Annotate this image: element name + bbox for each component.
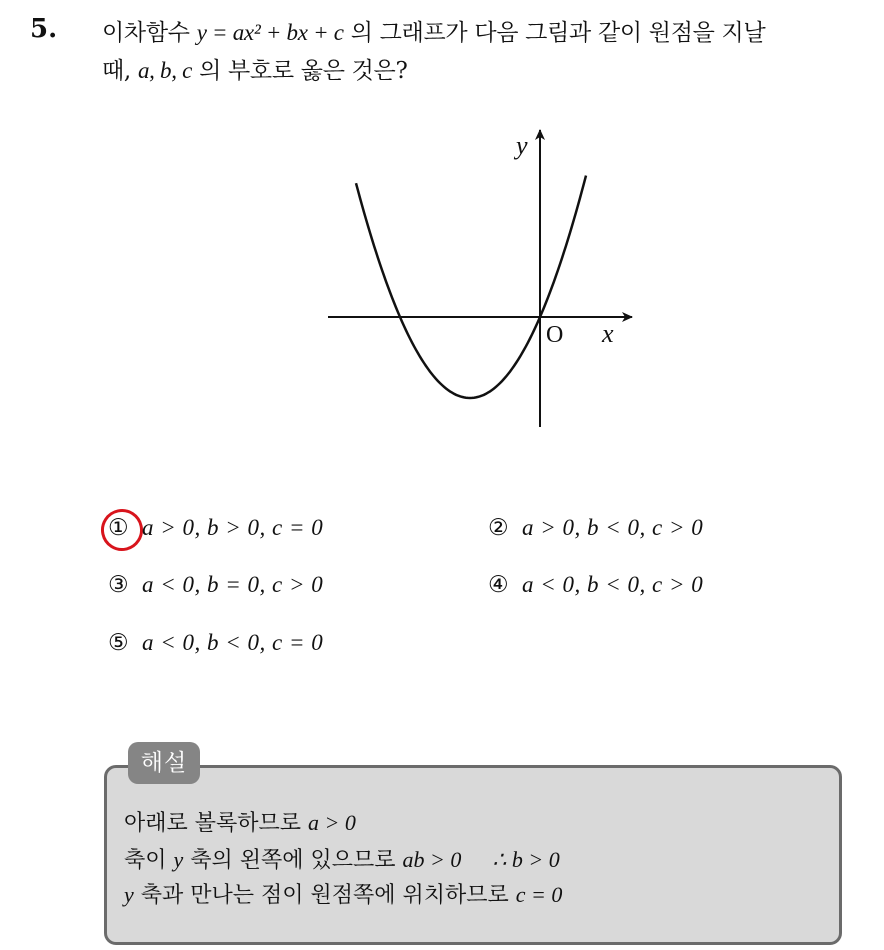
y-axis-label: y	[516, 131, 528, 160]
choice-1[interactable]	[108, 515, 323, 541]
question-line2: 때, a, b, c 의 부호로 옳은 것은?	[102, 58, 408, 84]
solution-line-1: 아래로 볼록하므로 a > 0	[124, 810, 356, 836]
choice-5[interactable]	[108, 630, 323, 656]
equation: y = ax² + bx + c	[196, 20, 344, 45]
parabola-graph	[320, 122, 640, 432]
solution-line-2: 축이 y 축의 왼쪽에 있으므로 ab > 0 ∴ b > 0	[124, 847, 560, 873]
question-number: 5.	[30, 14, 58, 44]
solution-tag: 해설	[128, 742, 200, 784]
choice-2-text: a > 0, b < 0, c > 0	[522, 515, 704, 540]
question-text	[102, 14, 872, 90]
solution-line-3: y 축과 만나는 점이 원점쪽에 위치하므로 c = 0	[124, 882, 563, 908]
parabola-curve	[356, 176, 586, 398]
choice-3-label: ③	[108, 572, 129, 598]
x-axis-label: x	[602, 319, 614, 348]
choice-3[interactable]	[108, 572, 323, 598]
choice-5-text: a < 0, b < 0, c = 0	[142, 630, 324, 655]
choice-2[interactable]	[488, 515, 703, 541]
choice-5-label: ⑤	[108, 630, 129, 656]
origin-label: O	[546, 322, 564, 348]
choice-2-label: ②	[488, 515, 509, 541]
choice-4-text: a < 0, b < 0, c > 0	[522, 572, 704, 597]
variables: a, b, c	[137, 58, 193, 83]
question-line1: 이차함수 y = ax² + bx + c 의 그래프가 다음 그림과 같이 원점을 지날	[102, 20, 766, 46]
choice-1-label: ①	[108, 515, 129, 541]
choice-4[interactable]	[488, 572, 703, 598]
choice-1-text: a > 0, b > 0, c = 0	[142, 515, 324, 540]
choice-3-text: a < 0, b = 0, c > 0	[142, 572, 324, 597]
choice-4-label: ④	[488, 572, 509, 598]
